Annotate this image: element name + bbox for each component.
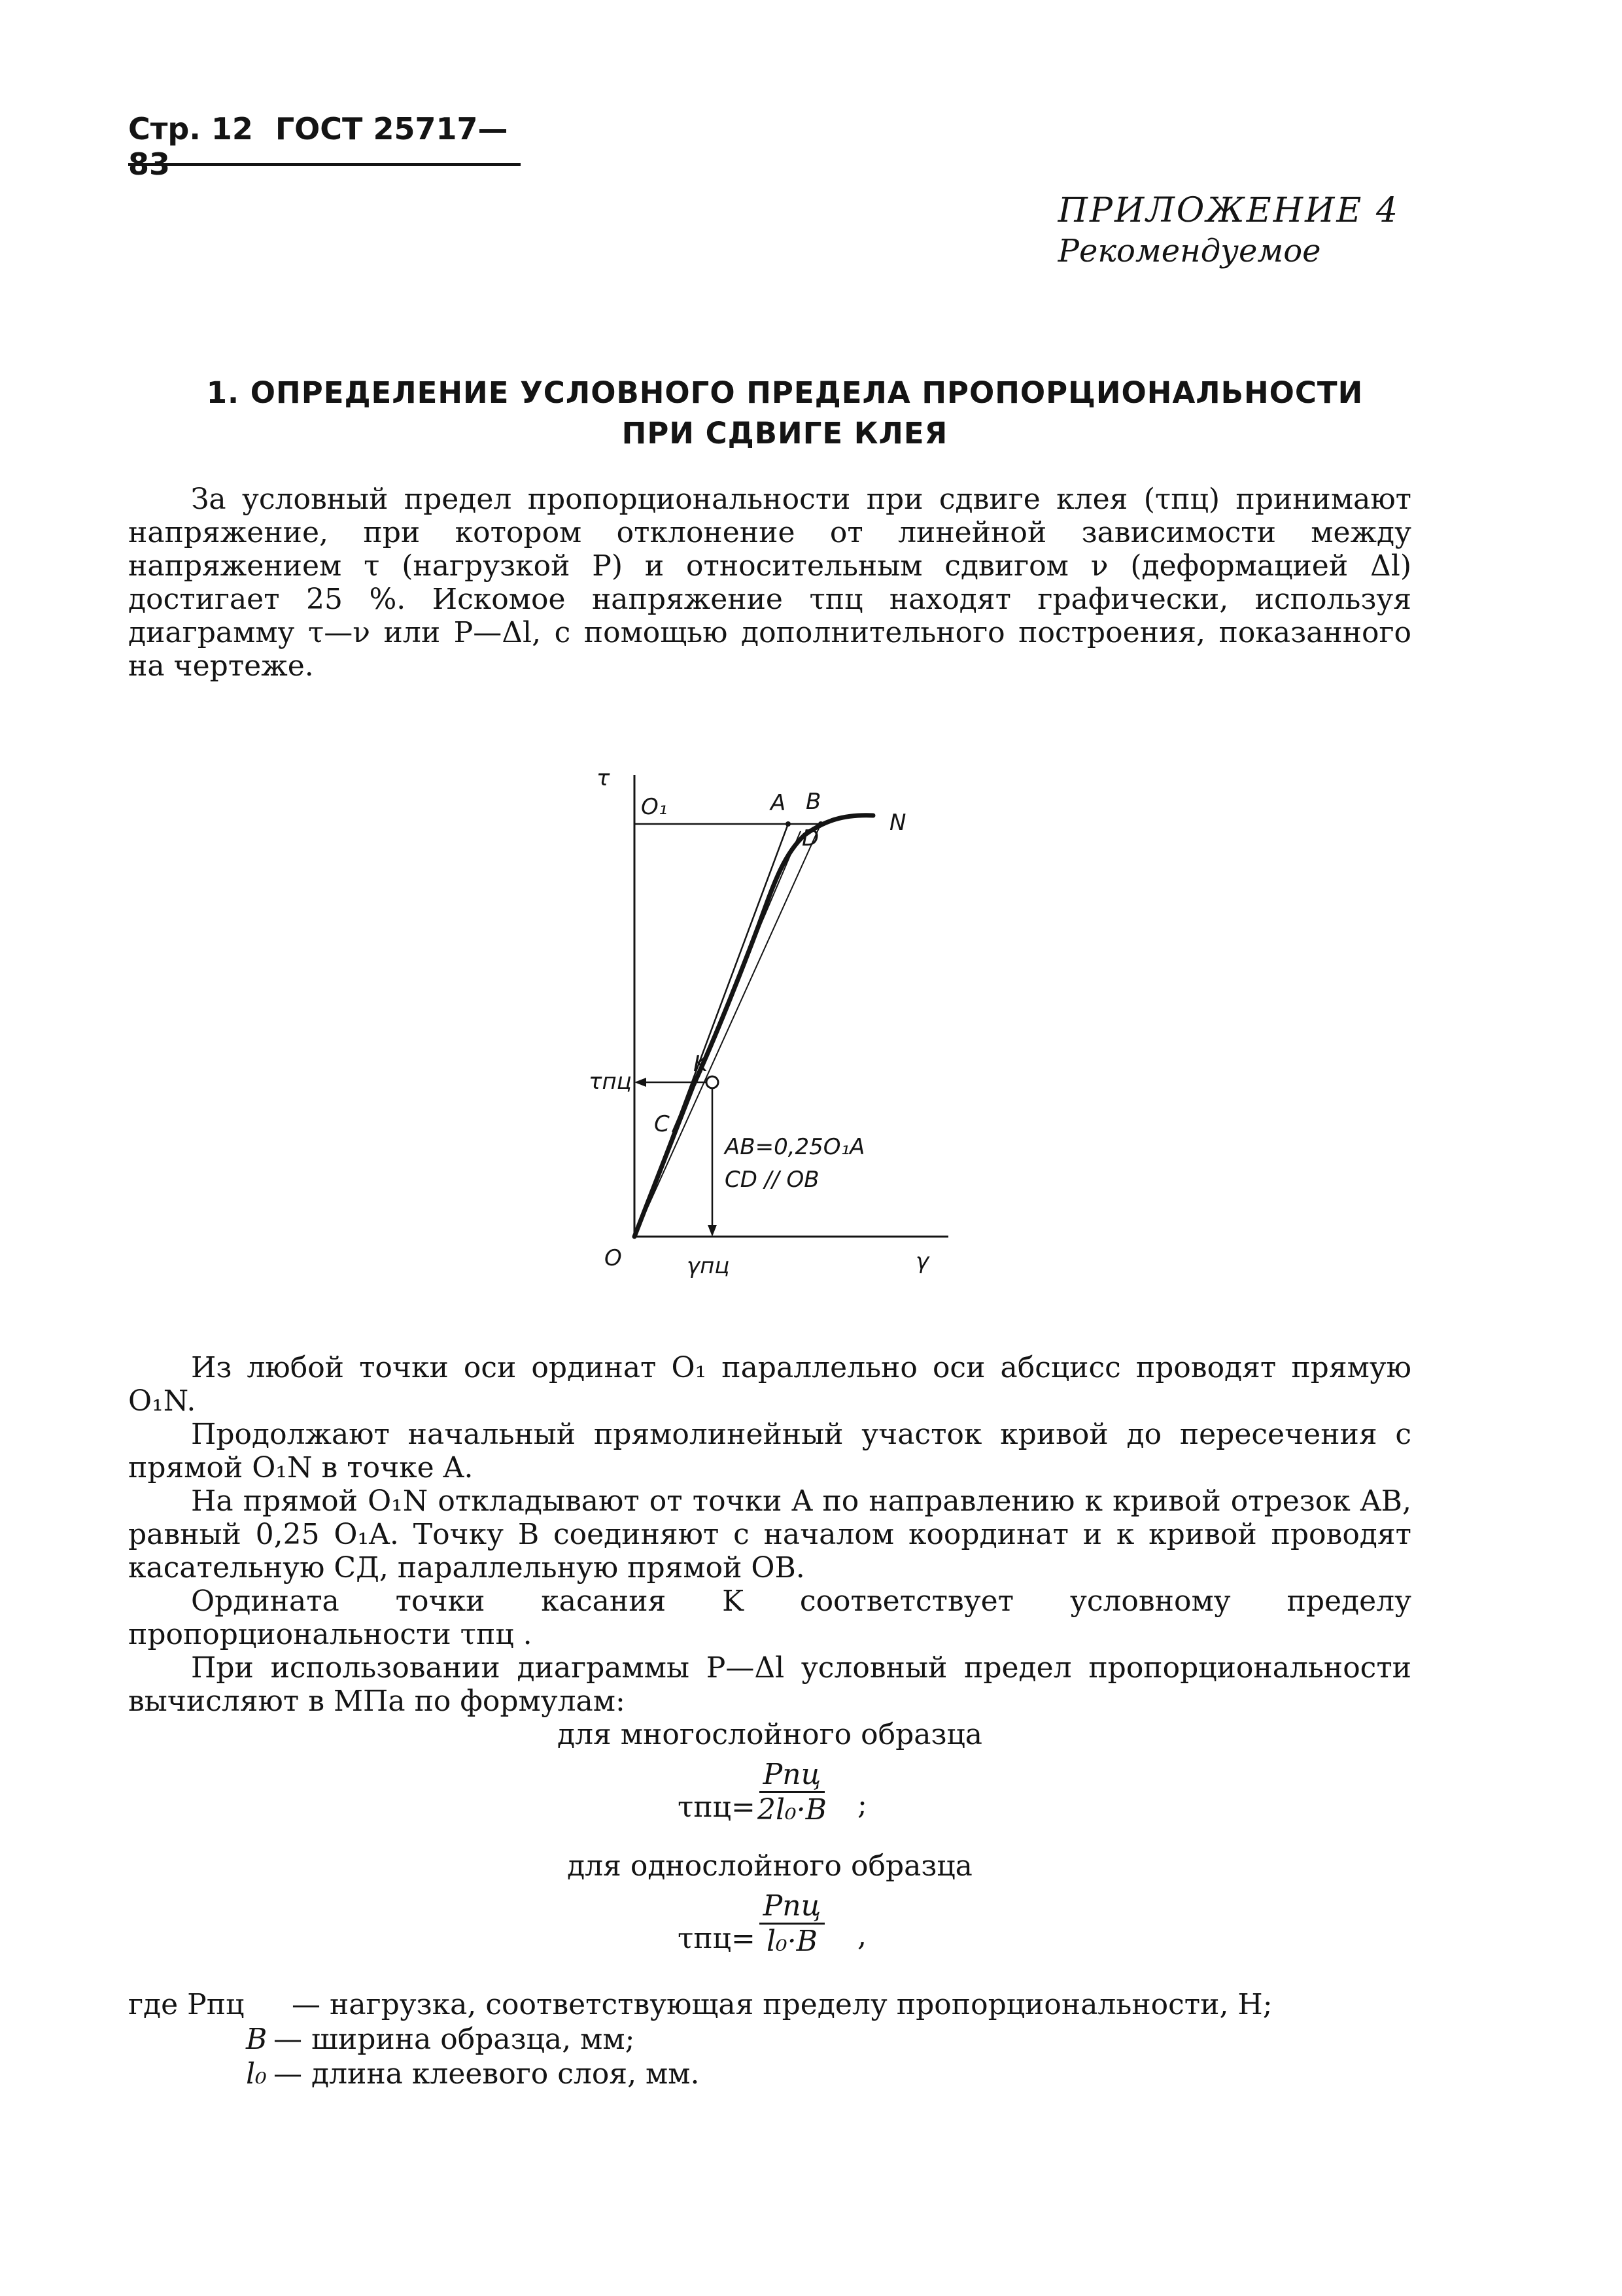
label-o1: O₁ — [641, 794, 668, 820]
section-title-line1: 1. ОПРЕДЕЛЕНИЕ УСЛОВНОГО ПРЕДЕЛА ПРОПОРЦИОНАЛЬНОСТИ — [206, 375, 1364, 410]
formula-multi-punct: ; — [857, 1788, 867, 1821]
formula-single-punct: , — [857, 1919, 867, 1953]
tau-pc-arrowhead — [634, 1078, 646, 1087]
formula-single-lhs: τпц= — [678, 1922, 755, 1955]
formula-single — [128, 1883, 1411, 1981]
label-origin: O — [604, 1245, 622, 1271]
procedure-steps — [128, 1351, 1411, 2091]
gamma-pc-arrowhead — [708, 1225, 717, 1237]
tau-gamma-diagram — [562, 762, 955, 1305]
formula-multi-label: для многослойного образца — [557, 1718, 983, 1751]
step-5: При использовании диаграммы P—Δl условный предел пропорциональности вычисляют в МПа по формулам: — [128, 1651, 1411, 1718]
label-n: N — [889, 810, 906, 836]
intro-paragraph: За условный предел пропорциональности при сдвиге клея (τпц) принимают напряжение, при котором отклонение от линейной зависимости между напряжением τ (нагрузкой P) и относительным сдвигом ν (деформацией Δl) достигает 25 %. Искомое напряжение τпц находят графически, используя диаграмму τ—ν или P—Δl, с помощью дополнительного построения, показанного на чертеже. — [128, 483, 1411, 683]
standard-code: ГОСТ 25717—83 — [128, 111, 508, 182]
formula-single-numerator: Pпц — [759, 1889, 825, 1925]
symbol-legend — [128, 1987, 1411, 2091]
point-k — [706, 1076, 718, 1088]
step-2: Продолжают начальный прямолинейный участок кривой до пересечения с прямой O₁N в точке A. — [128, 1418, 1411, 1484]
label-tau-pc: τпц — [589, 1069, 632, 1095]
formula-multi-lhs: τпц= — [678, 1791, 755, 1824]
formula-single-denominator: l₀·B — [766, 1925, 818, 1958]
formula-multi-denominator: 2l₀·B — [757, 1793, 827, 1826]
label-d: D — [802, 825, 820, 851]
appendix-block — [1058, 191, 1400, 269]
formula-multi — [128, 1751, 1411, 1849]
point-a — [785, 821, 791, 827]
step-4: Ордината точки касания K соответствует условному пределу пропорциональности τпц . — [128, 1585, 1411, 1651]
legend-desc: — длина клеевого слоя, мм. — [273, 2057, 700, 2091]
label-k: K — [693, 1051, 708, 1077]
section-title-line2: ПРИ СДВИГЕ КЛЕЯ — [621, 416, 948, 451]
legend-row — [128, 2022, 1411, 2057]
legend-desc: — ширина образца, мм; — [273, 2023, 635, 2056]
legend-row — [128, 1987, 1411, 2022]
step-3: На прямой O₁N откладывают от точки A по направлению к кривой отрезок AB, равный 0,25 O₁A. Точку B соединяют с началом координат и к кривой проводят касательную CД, параллельную прямой OB. — [128, 1484, 1411, 1585]
label-gamma-axis: γ — [916, 1248, 929, 1275]
point-b — [818, 821, 823, 827]
note-ab: AB=0,25O₁A — [725, 1134, 865, 1160]
label-tau-axis: τ — [596, 765, 610, 791]
note-cd: CD // OB — [725, 1167, 820, 1193]
legend-symbol: B — [246, 2023, 267, 2056]
appendix-status: Рекомендуемое — [1058, 233, 1321, 269]
legend-symbol: l₀ — [246, 2057, 267, 2091]
legend-row — [128, 2057, 1411, 2091]
step-1: Из любой точки оси ординат O₁ параллельно оси абсцисс проводят прямую O₁N. — [128, 1351, 1411, 1418]
section-title — [131, 373, 1439, 454]
page-header — [128, 111, 521, 182]
page-number: Стр. 12 — [128, 111, 253, 146]
appendix-number: ПРИЛОЖЕНИЕ 4 — [1058, 191, 1400, 230]
formula-multi-numerator: Pпц — [759, 1758, 825, 1793]
label-a: A — [770, 790, 786, 816]
label-b: B — [806, 789, 821, 815]
legend-symbol: где Pпц — [128, 1988, 245, 2021]
legend-desc: — нагрузка, соответствующая пределу пропорциональности, Н; — [292, 1988, 1273, 2021]
formula-single-label: для однослойного образца — [567, 1849, 973, 1883]
label-gamma-pc: γпц — [687, 1253, 730, 1279]
label-c: C — [654, 1111, 670, 1137]
